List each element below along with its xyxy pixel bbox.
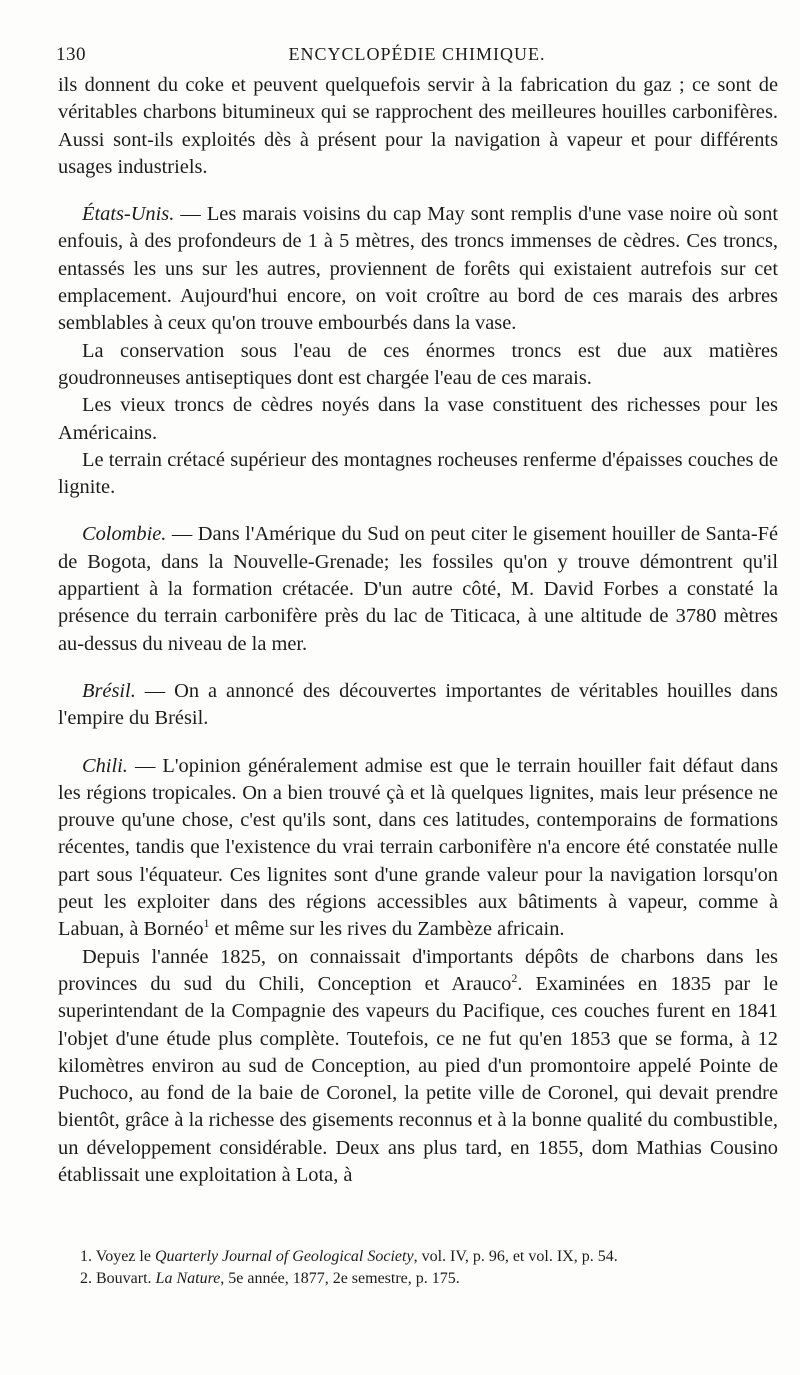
footnote-ref-1[interactable]: 1	[203, 916, 210, 931]
body-text	[58, 72, 778, 1189]
paragraph-text-end: . Examinées en 1835 par le superintendant de la Compagnie des vapeurs du Pacifique, ces couches furent en 1841 l'objet d'une étude plus complète. Toutefois, ce ne fut qu'en 1853 que se forma, à 12 kilomètres environ au sud de Conception, au pied d'un promontoire appelé Pointe de Puchoco, au fond de la baie de Coronel, la petite ville de Coronel, qui devait prendre bientôt, grâce à la richesse des gisements reconnus et à la bonne qualité du combustible, un développement considérable. Deux ans plus tard, en 1855, dom Mathias Cousino établissait une exploitation à Lota, à	[58, 972, 779, 1186]
footnote-number: 2.	[80, 1270, 92, 1287]
section-heading-etats-unis: États-Unis.	[82, 203, 175, 226]
section-etats-unis	[58, 201, 778, 337]
paragraph-text: Depuis l'année 1825, on connaissait d'importants dépôts de charbons dans les provinces du sud du Chili, Conception et Arauco	[58, 945, 778, 995]
paragraph-terrain-cretace: Le terrain crétacé supérieur des montagnes rocheuses renferme d'épaisses couches de lignite.	[58, 448, 778, 499]
paragraph-conservation: La conservation sous l'eau de ces énormes troncs est due aux matières goudronneuses antiseptiques dont est chargée l'eau de ces marais.	[58, 339, 778, 389]
page-number: 130	[56, 44, 86, 65]
heading-dash: —	[174, 203, 207, 226]
footnote-text-end: , 5e année, 1877, 2e semestre, p. 175.	[220, 1270, 460, 1287]
section-text-etats-unis: Les marais voisins du cap May sont remplis d'une vase noire où sont enfouis, à des profondeurs de 1 à 5 mètres, des troncs immenses de cèdres. Ces troncs, entassés les uns sur les autres, proviennent de forêts qui existaient autrefois sur cet emplacement. Aujourd'hui encore, on voit croître au bord de ces marais des arbres semblables à ceux qu'on trouve embourbés dans la vase.	[58, 203, 778, 335]
footnotes	[80, 1246, 770, 1290]
section-bresil	[58, 678, 778, 733]
heading-dash: —	[127, 754, 163, 777]
paragraph-continuation: ils donnent du coke et peuvent quelquefois servir à la fabrication du gaz ; ce sont de véritables charbons bitumineux qui se rapprochent des meilleures houilles carbonifères. Aussi sont-ils exploités dès à présent pour la navigation à vapeur et pour différents usages industriels.	[58, 74, 778, 178]
footnote-text: Voyez le	[92, 1248, 155, 1265]
footnote-text-end: , vol. IV, p. 96, et vol. IX, p. 54.	[413, 1248, 618, 1265]
paragraph-vieux-troncs: Les vieux troncs de cèdres noyés dans la vase constituent des richesses pour les Américains.	[58, 394, 778, 444]
section-text-chili-end: et même sur les rives du Zambèze africain.	[209, 918, 565, 941]
section-text-chili: L'opinion généralement admise est que le terrain houiller fait défaut dans les régions tropicales. On a bien trouvé çà et là quelques lignites, mais leur présence ne prouve qu'une chose, c'est qu'ils sont, dans ces latitudes, contemporains de formations récentes, tandis que l'existence du vrai terrain carbonifère n'a encore été constatée nulle part sous l'équateur. Ces lignites sont d'une grande valeur pour la navigation lorsqu'on peut les exploiter dans des régions accessibles aux bâtiments à vapeur, comme à Labuan, à Bornéo	[58, 754, 779, 941]
section-heading-colombie: Colombie.	[82, 523, 167, 546]
section-heading-bresil: Brésil.	[82, 679, 136, 702]
section-heading-chili: Chili.	[82, 754, 128, 777]
footnote-text: Bouvart.	[92, 1270, 156, 1287]
page-header	[56, 44, 778, 70]
footnote-2	[80, 1268, 770, 1290]
paragraph-depuis-1825	[58, 944, 778, 1190]
section-text-bresil: On a annoncé des découvertes importantes de véritables houilles dans l'empire du Brésil.	[58, 679, 778, 730]
heading-dash: —	[135, 679, 175, 702]
heading-dash: —	[166, 523, 198, 546]
section-text-colombie: Dans l'Amérique du Sud on peut citer le gisement houiller de Santa-Fé de Bogota, dans la Nouvelle-Grenade; les fossiles qu'on y trouve démontrent qu'il appartient à la formation crétacée. D'un autre côté, M. David Forbes a constaté la présence du terrain carbonifère près du lac de Titicaca, à une altitude de 3780 mètres au-dessus du niveau de la mer.	[58, 523, 778, 655]
section-chili	[58, 753, 778, 944]
running-title: ENCYCLOPÉDIE CHIMIQUE.	[288, 44, 546, 64]
footnote-journal-title: Quarterly Journal of Geological Society	[154, 1248, 414, 1265]
footnote-journal-title: La Nature	[155, 1270, 221, 1287]
footnote-ref-2[interactable]: 2	[511, 971, 518, 986]
section-colombie	[58, 521, 778, 657]
footnote-number: 1.	[80, 1248, 92, 1265]
footnote-1	[80, 1246, 770, 1268]
